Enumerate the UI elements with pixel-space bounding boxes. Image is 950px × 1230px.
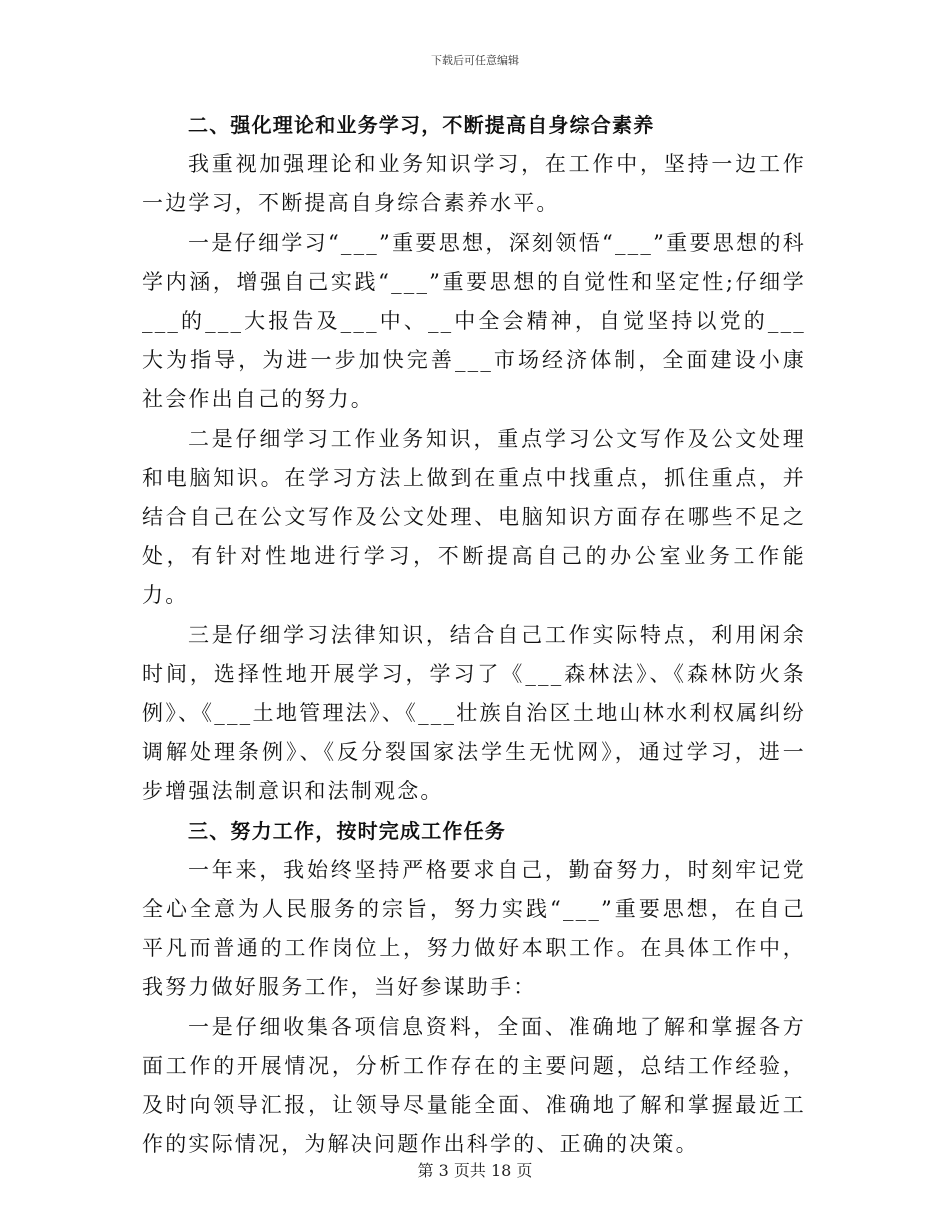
paragraph-intro: 我重视加强理论和业务知识学习，在工作中，坚持一边工作一边学习，不断提高自身综合素养水平。 xyxy=(142,152,806,216)
paragraph-work: 一年来，我始终坚持严格要求自己，勤奋努力，时刻牢记党全心全意为人民服务的宗旨，努力实践“___”重要思想，在自己平凡而普通的工作岗位上，努力做好本职工作。在具体工作中，我努力做好服务工作，当好参谋助手： xyxy=(142,857,806,1000)
section-heading-2: 二、强化理论和业务学习，不断提高自身综合素养 xyxy=(188,113,655,137)
paragraph-business: 二是仔细学习工作业务知识，重点学习公文写作及公文处理和电脑知识。在学习方法上做到在重点中找重点，抓住重点，并结合自己在公文写作及公文处理、电脑知识方面存在哪些不足之处，有针对性地进行学习，不断提高自己的办公室业务工作能力。 xyxy=(142,426,806,608)
section-heading-3: 三、努力工作，按时完成工作任务 xyxy=(188,818,506,843)
paragraph-theory: 一是仔细学习“___”重要思想，深刻领悟“___”重要思想的科学内涵，增强自己实践“___”重要思想的自觉性和坚定性;仔细学___的___大报告及___中、__中全会精神，自觉坚持以党的___大为指导，为进一步加快完善___市场经济体制，全面建设小康社会作出自己的努力。 xyxy=(142,230,806,412)
page-number: 第 3 页共 18 页 xyxy=(417,1161,533,1180)
paragraph-law: 三是仔细学习法律知识，结合自己工作实际特点，利用闲余时间，选择性地开展学习，学习了《___森林法》、《森林防火条例》、《___土地管理法》、《___壮族自治区土地山林水利权属纠纷调解处理条例》、《反分裂国家法学生无忧网》，通过学习，进一步增强法制意识和法制观念。 xyxy=(142,622,806,804)
document-body xyxy=(142,106,806,1164)
page-header-note: 下载后可任意编辑 xyxy=(431,54,519,67)
paragraph-info: 一是仔细收集各项信息资料，全面、准确地了解和掌握各方面工作的开展情况，分析工作存在的主要问题，总结工作经验，及时向领导汇报，让领导尽量能全面、准确地了解和掌握最近工作的实际情况，为解决问题作出科学的、正确的决策。 xyxy=(142,1014,806,1157)
